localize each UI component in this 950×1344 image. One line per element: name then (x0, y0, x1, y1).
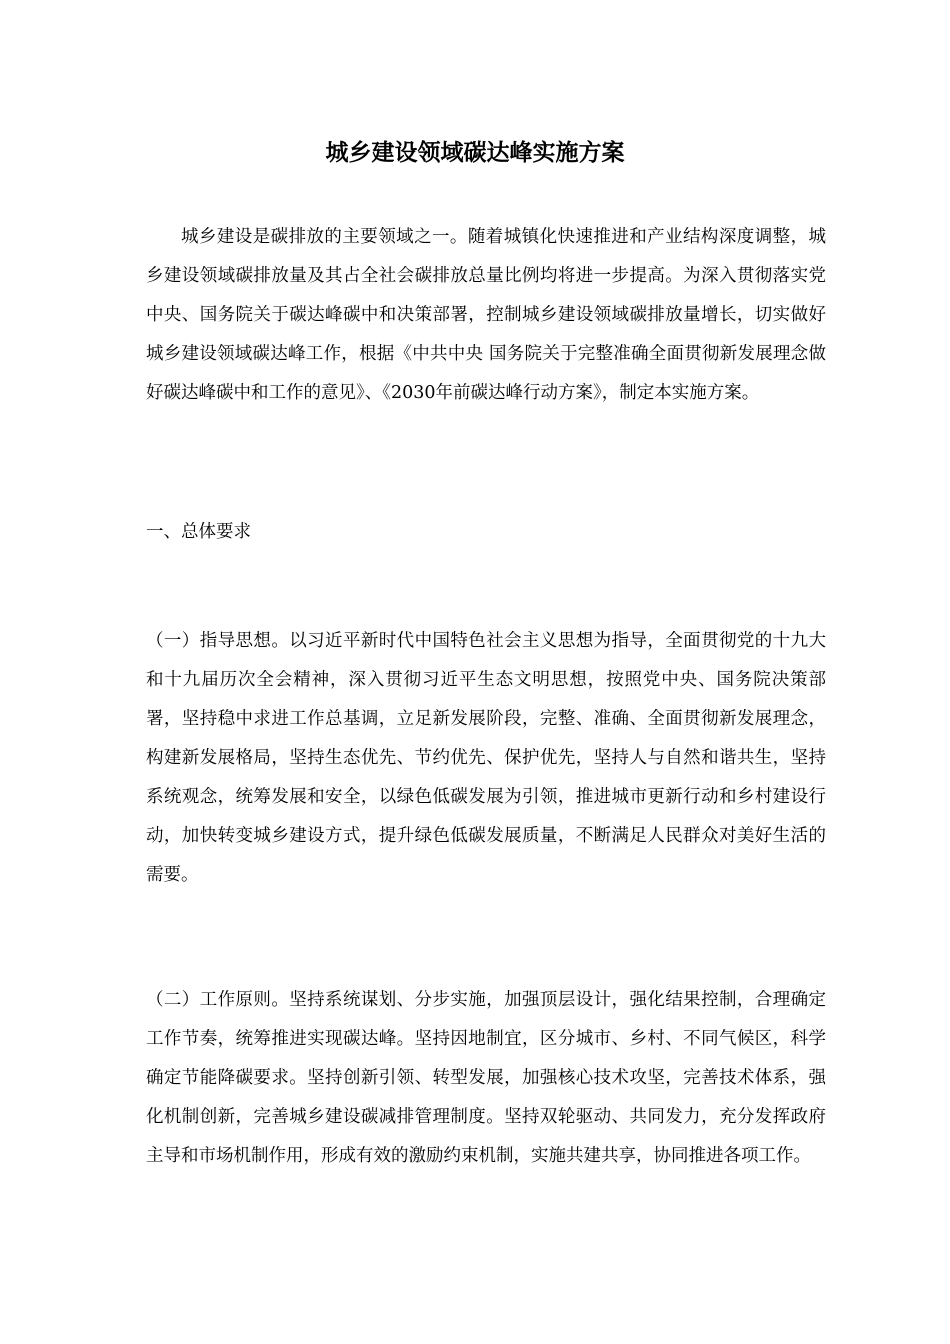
document-title: 城乡建设领域碳达峰实施方案 (325, 139, 625, 166)
work-principles-paragraph: （二）工作原则。坚持系统谋划、分步实施，加强顶层设计，强化结果控制，合理确定工作节奏，统筹推进实现碳达峰。坚持因地制宜，区分城市、乡村、不同气候区，科学确定节能降碳要求。坚持创新引领、转型发展，加强核心技术攻坚，完善技术体系，强化机制创新，完善城乡建设碳减排管理制度。坚持双轮驱动、共同发力，充分发挥政府主导和市场机制作用，形成有效的激励约束机制，实施共建共享，协同推进各项工作。 (146, 990, 826, 1166)
section-heading-overall-requirements: 一、总体要求 (146, 522, 251, 542)
guiding-thought-paragraph: （一）指导思想。以习近平新时代中国特色社会主义思想为指导，全面贯彻党的十九大和十九届历次全会精神，深入贯彻习近平生态文明思想，按照党中央、国务院决策部署，坚持稳中求进工作总基调，立足新发展阶段，完整、准确、全面贯彻新发展理念，构建新发展格局，坚持生态优先、节约优先、保护优先，坚持人与自然和谐共生，坚持系统观念，统筹发展和安全，以绿色低碳发展为引领，推进城市更新行动和乡村建设行动，加快转变城乡建设方式，提升绿色低碳发展质量，不断满足人民群众对美好生活的需要。 (146, 631, 826, 885)
intro-paragraph: 城乡建设是碳排放的主要领域之一。随着城镇化快速推进和产业结构深度调整，城乡建设领域碳排放量及其占全社会碳排放总量比例均将进一步提高。为深入贯彻落实党中央、国务院关于碳达峰碳中和决策部署，控制城乡建设领域碳排放量增长，切实做好城乡建设领域碳达峰工作，根据《中共中央 国务院关于完整准确全面贯彻新发展理念做好碳达峰碳中和工作的意见》、《2030年前碳达峰行动方案》，制定本实施方案。 (146, 227, 826, 403)
